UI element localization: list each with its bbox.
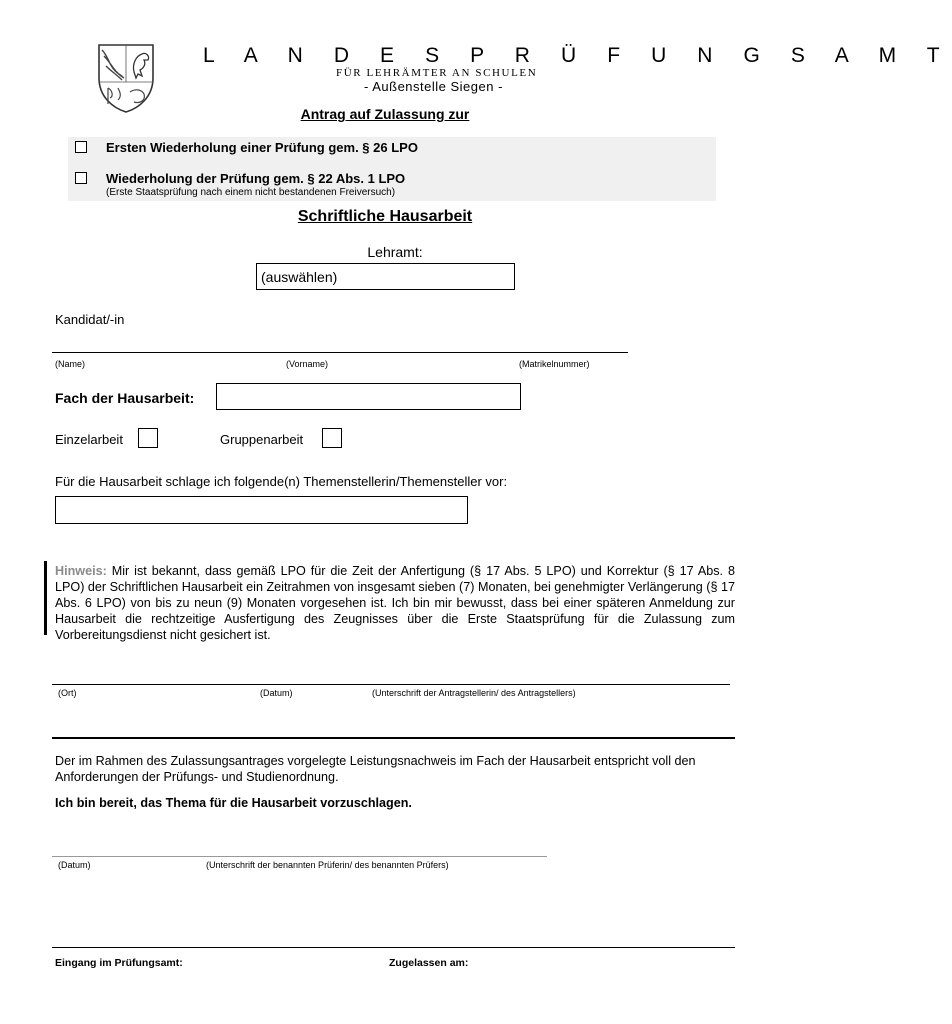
einzelarbeit-label: Einzelarbeit	[55, 432, 123, 447]
themensteller-input[interactable]	[55, 496, 468, 524]
gruppenarbeit-checkbox[interactable]	[322, 428, 342, 448]
antrag-heading: Antrag auf Zulassung zur	[300, 106, 470, 122]
fach-input[interactable]	[216, 383, 521, 410]
gruppenarbeit-label: Gruppenarbeit	[220, 432, 304, 447]
lehramt-select[interactable]: (auswählen)	[256, 263, 515, 290]
option-first-repeat-label: Ersten Wiederholung einer Prüfung gem. § 26 LPO	[106, 140, 418, 155]
declaration-text: Der im Rahmen des Zulassungsantrages vorgelegte Leistungsnachweis im Fach der Hausarbeit entspricht voll den Anforderungen der Prüfungs- und Studienordnung.	[55, 754, 696, 784]
section-title: Schriftliche Hausarbeit	[297, 208, 473, 225]
option-repeat-label: Wiederholung der Prüfung gem. § 22 Abs. 1 LPO	[106, 171, 406, 186]
hinweis-bar	[44, 561, 47, 635]
option-repeat-checkbox[interactable]	[75, 172, 87, 184]
matrikel-caption: (Matrikelnummer)	[519, 359, 590, 369]
section-divider	[52, 737, 735, 739]
name-caption: (Name)	[55, 359, 86, 369]
lehramt-label: Lehramt:	[367, 244, 423, 260]
nrw-crest-logo	[96, 42, 156, 114]
office-subtitle: FÜR LEHRÄMTER AN SCHULEN	[336, 67, 538, 79]
candidate-line[interactable]	[52, 352, 628, 353]
hinweis-label: Hinweis:	[55, 564, 107, 578]
zugelassen-label: Zugelassen am:	[389, 957, 469, 969]
vorname-caption: (Vorname)	[286, 359, 329, 369]
applicant-signature-caption: (Unterschrift der Antragstellerin/ des Antragstellers)	[372, 688, 576, 698]
hinweis-body: Mir ist bekannt, dass gemäß LPO für die Zeit der Anfertigung (§ 17 Abs. 5 LPO) und Korrektur (§ 17 Abs. 8 LPO) der Schriftlichen Hausarbeit ein Zeitrahmen von insgesamt sieben (7) Monaten, bei genehmigter Verlängerung (§ 17 Abs. 6 LPO) von bis zu neun (9) Monaten vorgesehen ist. Ich bin mir bewusst, dass bei einer späteren Anmeldung zur Hausarbeit die rechtzeitige Ausfertigung des Zeugnisses über die Erste Staatsprüfung für die Zulassung zum Vorbereitungsdienst nicht gesichert ist.	[55, 564, 735, 642]
option-first-repeat-checkbox[interactable]	[75, 141, 87, 153]
applicant-signature-line[interactable]	[52, 684, 730, 685]
fach-label: Fach der Hausarbeit:	[55, 390, 195, 406]
examiner-signature-caption: (Unterschrift der benannten Prüferin/ des benannten Prüfers)	[206, 860, 449, 870]
option-repeat-note: (Erste Staatsprüfung nach einem nicht bestandenen Freiversuch)	[106, 187, 396, 198]
ort-caption: (Ort)	[58, 688, 77, 698]
hinweis-text	[55, 563, 735, 643]
office-title: L A N D E S P R Ü F U N G S A M T	[203, 44, 952, 67]
datum2-caption: (Datum)	[58, 860, 91, 870]
examiner-signature-line[interactable]	[52, 856, 547, 857]
footer-divider	[52, 947, 735, 948]
themensteller-label: Für die Hausarbeit schlage ich folgende(n) Themenstellerin/Themensteller vor:	[55, 474, 508, 489]
eingang-label: Eingang im Prüfungsamt:	[55, 957, 183, 969]
candidate-label: Kandidat/-in	[55, 312, 125, 327]
datum-caption: (Datum)	[260, 688, 293, 698]
einzelarbeit-checkbox[interactable]	[138, 428, 158, 448]
office-location: - Außenstelle Siegen -	[364, 79, 503, 94]
ready-statement: Ich bin bereit, das Thema für die Hausarbeit vorzuschlagen.	[55, 796, 412, 810]
